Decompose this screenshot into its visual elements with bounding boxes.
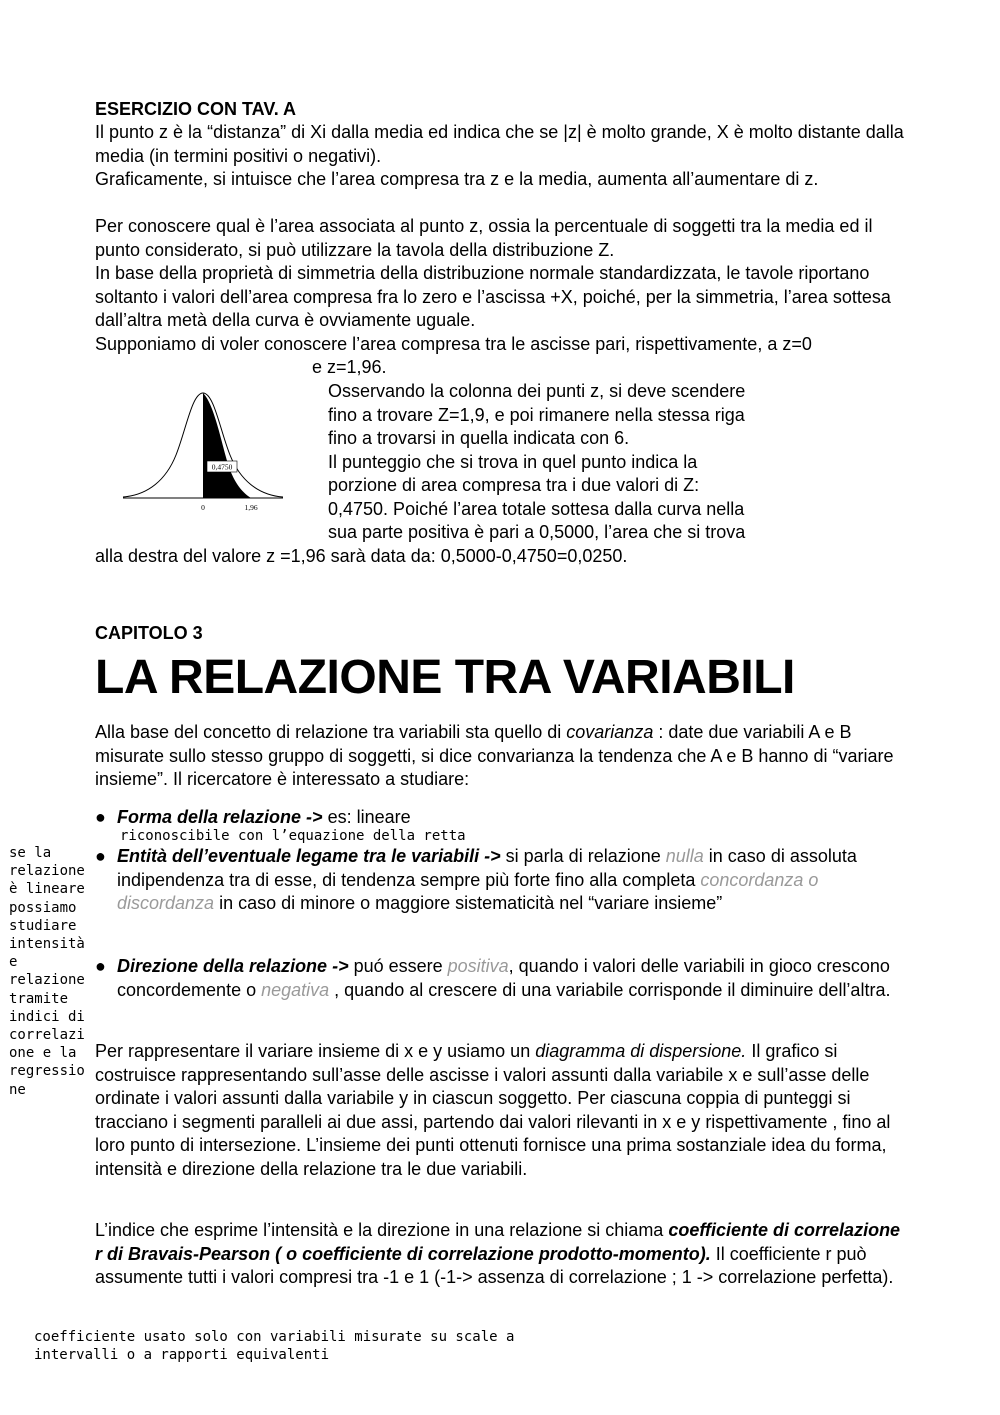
side-line: Osservando la colonna dei punti z, si deve scendere bbox=[328, 381, 746, 401]
bullet-dot: ● bbox=[95, 807, 106, 827]
coefficient-text-cont: Il coefficiente r può assumente tutti i valori compresi tra -1 e 1 (-1-> assenza di correlazione ; 1 -> correlazione perfetta). bbox=[95, 1243, 894, 1287]
dispersion-paragraph bbox=[95, 1040, 910, 1181]
bottom-note-line: coefficiente usato solo con variabili misurate su scale a bbox=[34, 1329, 515, 1345]
bullet-highlight-negative: negativa bbox=[261, 979, 330, 1000]
margin-note-line: relazione bbox=[9, 863, 85, 880]
dispersion-text: Per rappresentare il variare insieme di x e y usiamo un bbox=[95, 1041, 536, 1061]
margin-note-line: regressio bbox=[9, 1063, 85, 1080]
bullet-term: Forma della relazione -> bbox=[117, 807, 323, 827]
bullet-highlight-positive: positiva bbox=[447, 956, 509, 976]
bottom-note-line: intervalli o a rapporti equivalenti bbox=[34, 1347, 330, 1364]
annotation-under-bullet: riconoscibile con l’equazione della retta bbox=[120, 828, 466, 844]
side-line: fino a trovarsi in quella indicata con 6. bbox=[328, 428, 630, 448]
bullet-term: Entità dell’eventuale legame tra le variabili -> bbox=[117, 846, 501, 866]
exercise-conclusion: alla destra del valore z =1,96 sarà data da: 0,5000-0,4750=0,0250. bbox=[95, 546, 628, 566]
normal-curve-figure bbox=[118, 385, 288, 515]
side-line: porzione di area compresa tra i due valori di Z: bbox=[328, 475, 700, 495]
margin-note-line: se la bbox=[9, 845, 52, 861]
side-line: fino a trovare Z=1,9, e poi rimanere nella stessa riga bbox=[328, 404, 745, 425]
exercise-paragraph-3: Per conoscere qual è l’area associata al punto z, ossia la percentuale di soggetti tra la media ed il punto considerato, si può utilizzare la tavola della distribuzione Z. bbox=[95, 216, 873, 260]
side-line: sua parte positiva è pari a 0,5000, l’area che si trova bbox=[328, 522, 746, 542]
coefficient-text: L’indice che esprime l’intensità e la direzione in una relazione si chiama bbox=[95, 1220, 669, 1240]
bullet-text: , quando al crescere di una variabile corrisponde il diminuire dell’altra. bbox=[329, 979, 891, 1000]
margin-note-line: e bbox=[9, 954, 18, 971]
bottom-note bbox=[34, 1328, 734, 1364]
margin-note-line: è lineare bbox=[9, 881, 85, 898]
side-line: 0,4750. Poiché l’area totale sottesa dalla curva nella bbox=[328, 498, 745, 519]
side-line: Il punteggio che si trova in quel punto indica la bbox=[328, 451, 698, 472]
intro-term: covarianza bbox=[566, 722, 654, 742]
margin-note bbox=[9, 844, 95, 1099]
margin-note-line: one e la bbox=[9, 1045, 77, 1062]
margin-note-line: studiare bbox=[9, 917, 77, 934]
bullet-text: puó essere bbox=[348, 956, 448, 976]
dispersion-term: diagramma di dispersione. bbox=[535, 1041, 747, 1061]
exercise-side-text bbox=[328, 380, 828, 545]
chapter-intro bbox=[95, 721, 910, 792]
coefficient-term: coefficiente di correlazione r di Bravais-Pearson ( o coefficiente di correlazione prodotto-momento). bbox=[95, 1220, 901, 1264]
bullet-text: es: lineare bbox=[322, 807, 411, 827]
bullet-text: in caso di minore o maggiore sistematicità nel “variare insieme” bbox=[214, 893, 723, 913]
bullet-text: si parla di relazione bbox=[500, 846, 666, 866]
bullet-dot: ● bbox=[95, 846, 106, 866]
area-label: 0,4750 bbox=[211, 462, 233, 472]
dispersion-text-cont: Il grafico si costruisce rappresentando sull’asse delle ascisse i valori assunti dalla variabile x e sull’asse delle ordinate i valori assunti dalla variabile y in ciascun soggetto. Per ciascuna coppia di punteggi si tracciano i segmenti paralleli ai due assi, partendo dai valori rilevanti in x e y rispettivamente , fino al loro punto di intersezione. L’insieme dei punti ottenuti fornisce una prima sostanziale idea du forma, intensità e direzione della relazione tra le due variabili. bbox=[95, 1041, 891, 1179]
exercise-heading: ESERCIZIO CON TAV. A bbox=[95, 99, 297, 119]
margin-note-line: ne bbox=[9, 1081, 26, 1098]
intro-text: Alla base del concetto di relazione tra variabili sta quello di bbox=[95, 722, 567, 742]
bullet-highlight-concordance: concordanza o discordanza bbox=[117, 869, 819, 913]
bullet-highlight-null: nulla bbox=[665, 846, 704, 866]
exercise-paragraph-2: Graficamente, si intuisce che l’area compresa tra z e la media, aumenta all’aumentare di z. bbox=[95, 169, 819, 189]
exercise-paragraph-4: In base della proprietà di simmetria della distribuzione normale standardizzata, le tavole riportano soltanto i valori dell’area compresa fra lo zero e l’ascissa +X, poiché, per la simmetria, l’area sottesa dall’altra metà della curva è ovviamente uguale. bbox=[95, 263, 891, 330]
bullet-dot: ● bbox=[95, 956, 106, 976]
margin-note-line: intensità bbox=[9, 936, 85, 953]
tick-label-z: 1,96 bbox=[244, 503, 258, 512]
bullet-text: , quando i valori delle variabili in gioco crescono concordemente o bbox=[117, 956, 890, 1000]
bullet-term: Direzione della relazione -> bbox=[117, 956, 349, 976]
coefficient-paragraph bbox=[95, 1219, 910, 1290]
exercise-paragraph-1: Il punto z è la “distanza” di Xi dalla media ed indica che se |z| è molto grande, X è molto distante dalla media (in termini positivi o negativi). bbox=[95, 122, 904, 166]
margin-note-line: relazione bbox=[9, 972, 85, 989]
intro-text-cont: : date due variabili A e B misurate sullo stesso gruppo di soggetti, si dice convarianza la tendenza che A e B hanno di “variare insieme”. Il ricercatore è interessato a studiare: bbox=[95, 722, 894, 789]
margin-note-line: correlazi bbox=[9, 1027, 85, 1044]
margin-note-line: indici di bbox=[9, 1008, 85, 1025]
margin-note-line: possiamo bbox=[9, 899, 77, 916]
chapter-label: CAPITOLO 3 bbox=[95, 623, 203, 643]
margin-note-line: tramite bbox=[9, 990, 69, 1007]
exercise-paragraph-5: Supponiamo di voler conoscere l’area compresa tra le ascisse pari, rispettivamente, a z=0 bbox=[95, 334, 812, 354]
exercise-paragraph-5-cont: e z=1,96. bbox=[312, 357, 387, 377]
bullet-text: in caso di assoluta indipendenza tra di esse, di tendenza sempre più forte fino alla completa bbox=[117, 846, 857, 890]
chapter-title: LA RELAZIONE TRA VARIABILI bbox=[95, 651, 795, 704]
tick-label-zero: 0 bbox=[201, 503, 205, 512]
